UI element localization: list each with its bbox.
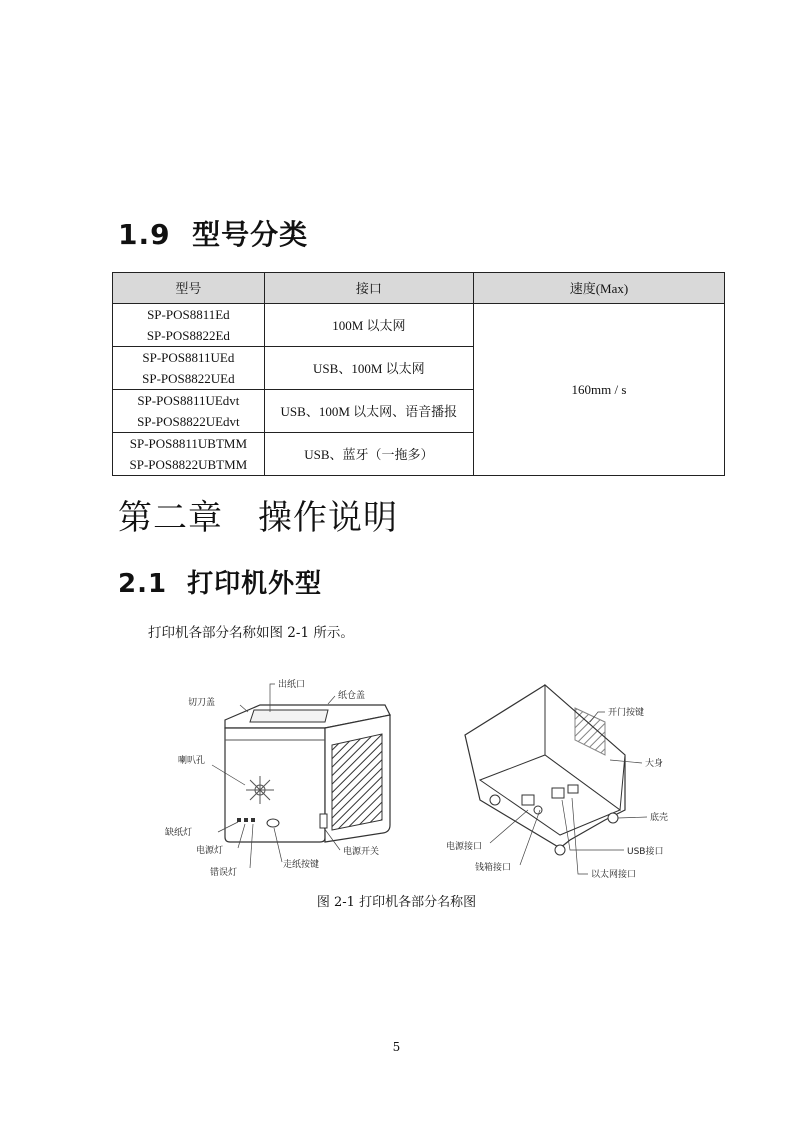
table-header-model: 型号 bbox=[113, 273, 265, 304]
model-classification-table bbox=[112, 272, 725, 476]
table-cell-model bbox=[113, 390, 265, 433]
label-open-button: 开门按键 bbox=[608, 708, 645, 718]
label-cashbox-port: 钱箱接口 bbox=[475, 863, 512, 873]
section-number: 1.9 bbox=[118, 218, 171, 251]
label-paper-cover: 纸仓盖 bbox=[338, 691, 366, 701]
label-cutter-cover: 切刀盖 bbox=[188, 698, 216, 708]
section-heading-1-9 bbox=[118, 213, 308, 253]
body-paragraph: 打印机各部分名称如图 2-1 所示。 bbox=[148, 625, 354, 641]
model-name: SP-POS8811UEd bbox=[142, 350, 235, 365]
label-power-led: 电源灯 bbox=[196, 846, 224, 856]
section-title: 打印机外型 bbox=[187, 569, 323, 599]
label-paper-outlet: 出纸口 bbox=[278, 680, 306, 690]
section-number: 2.1 bbox=[118, 569, 168, 599]
printer-back-illustration bbox=[465, 685, 625, 855]
table-cell-model bbox=[113, 433, 265, 476]
model-name: SP-POS8811UEdvt bbox=[137, 393, 240, 408]
table-cell-interface: USB、蓝牙（一拖多） bbox=[264, 433, 473, 476]
label-power-port: 电源接口 bbox=[446, 842, 483, 852]
model-name: SP-POS8811UBTMM bbox=[129, 436, 248, 451]
label-ethernet-port: 以太网接口 bbox=[591, 870, 637, 880]
page-number: 5 bbox=[392, 1040, 401, 1054]
section-heading-2-1 bbox=[118, 563, 322, 600]
table-cell-model bbox=[113, 347, 265, 390]
label-speaker: 喇叭孔 bbox=[178, 756, 206, 766]
model-name: SP-POS8811Ed bbox=[147, 307, 230, 322]
label-error-led: 错误灯 bbox=[210, 868, 238, 878]
table-header-interface: 接口 bbox=[264, 273, 473, 304]
table-cell-speed: 160mm / s bbox=[473, 304, 724, 476]
table-header-row bbox=[113, 273, 725, 304]
table-header-speed: 速度(Max) bbox=[473, 273, 724, 304]
model-name: SP-POS8822UEd bbox=[142, 371, 235, 386]
table-cell-interface: USB、100M 以太网、语音播报 bbox=[264, 390, 473, 433]
table-cell-interface: 100M 以太网 bbox=[264, 304, 473, 347]
label-bottom-shell: 底壳 bbox=[650, 813, 669, 823]
chapter-heading: 第二章 操作说明 bbox=[118, 498, 398, 538]
printer-front-illustration bbox=[225, 705, 390, 842]
model-name: SP-POS8822Ed bbox=[146, 328, 230, 343]
table-cell-model bbox=[113, 304, 265, 347]
table-row bbox=[113, 304, 725, 347]
label-body: 大身 bbox=[645, 759, 664, 769]
table-cell-interface: USB、100M 以太网 bbox=[264, 347, 473, 390]
label-paper-out-led: 缺纸灯 bbox=[165, 828, 193, 838]
figure-caption: 图 2-1 打印机各部分名称图 bbox=[316, 895, 477, 910]
printer-parts-figure bbox=[150, 660, 690, 890]
label-power-switch: 电源开关 bbox=[343, 847, 380, 857]
label-usb-port: USB接口 bbox=[627, 847, 664, 857]
model-name: SP-POS8822UBTMM bbox=[129, 457, 248, 472]
label-feed-button: 走纸按键 bbox=[283, 860, 320, 870]
section-title: 型号分类 bbox=[192, 218, 309, 251]
model-name: SP-POS8822UEdvt bbox=[137, 414, 240, 429]
